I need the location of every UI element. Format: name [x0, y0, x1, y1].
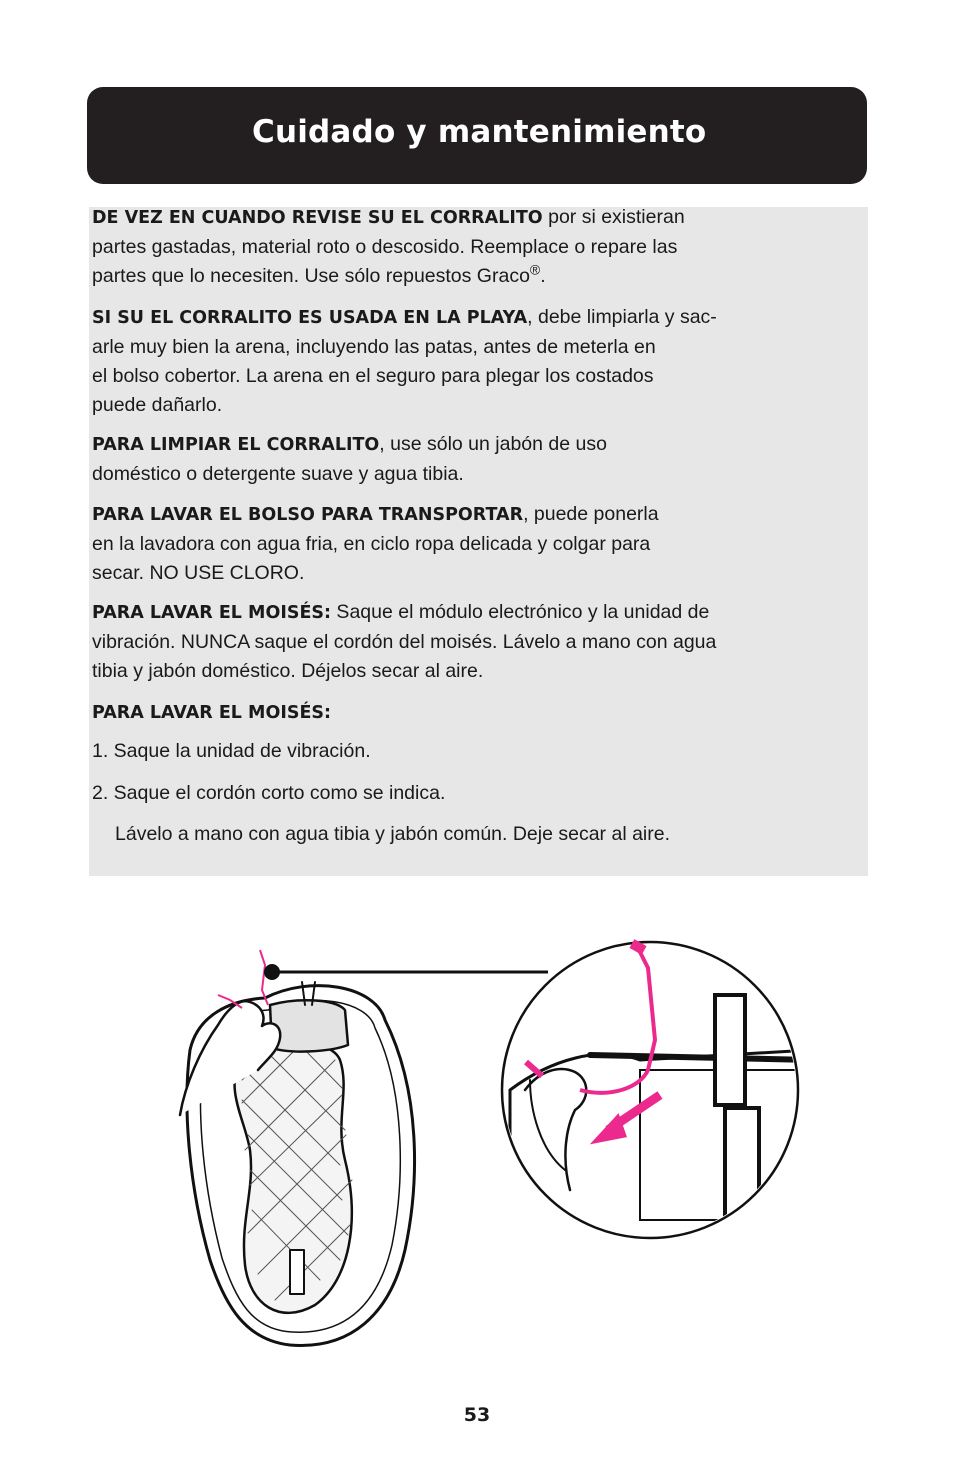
bassinet-drawing: [180, 982, 415, 1345]
paragraph-heading: SI SU EL CORRALITO ES USADA EN LA PLAYA: [92, 308, 528, 328]
page-title: Cuidado y mantenimiento: [252, 114, 707, 150]
paragraph-heading: DE VEZ EN CUANDO REVISE SU EL CORRALITO: [92, 208, 543, 228]
paragraph-heading: PARA LAVAR EL BOLSO PARA TRANSPORTAR: [92, 505, 524, 525]
paragraph-bag: PARA LAVAR EL BOLSO PARA TRANSPORTAR, puede ponerla en la lavadora con agua fria, en ciclo ropa delicada y colgar para secar. NO USE CLORO.: [92, 503, 659, 584]
step-1: 1. Saque la unidad de vibración.: [92, 740, 371, 762]
step-2: 2. Saque el cordón corto como se indica.: [92, 782, 446, 804]
wash-note: Lávelo a mano con agua tibia y jabón común. Deje secar al aire.: [115, 823, 670, 845]
bassinet-cord-illustration: [170, 920, 810, 1350]
paragraph-heading: PARA LAVAR EL MOISÉS:: [92, 703, 332, 723]
paragraph-cleaning: PARA LIMPIAR EL CORRALITO, use sólo un jabón de uso doméstico o detergente suave y agua tibia.: [92, 433, 607, 485]
paragraph-bassinet-steps-heading: [92, 698, 872, 728]
registered-mark: ®: [529, 261, 541, 278]
section-header: [87, 87, 867, 184]
paragraph-heading: PARA LAVAR EL MOISÉS:: [92, 603, 332, 623]
paragraph-bassinet: PARA LAVAR EL MOISÉS: Saque el módulo electrónico y la unidad de vibración. NUNCA saque el cordón del moisés. Lávelo a mano con agua tibia y jabón doméstico. Déjelos secar al aire.: [92, 601, 717, 682]
page-number: 53: [463, 1404, 491, 1426]
detail-zoom: [502, 939, 810, 1250]
paragraph-heading: PARA LIMPIAR EL CORRALITO: [92, 435, 380, 455]
paragraph-inspection: DE VEZ EN CUANDO REVISE SU EL CORRALITO por si existieran partes gastadas, material roto o descosido. Reemplace o repare las partes que lo necesiten. Use sólo repuestos Graco®.: [92, 206, 685, 287]
paragraph-beach: SI SU EL CORRALITO ES USADA EN LA PLAYA, debe limpiarla y sac- arle muy bien la arena, incluyendo las patas, antes de meterla en el bolso cobertor. La arena en el seguro para plegar los costados puede dañarlo.: [92, 306, 717, 416]
